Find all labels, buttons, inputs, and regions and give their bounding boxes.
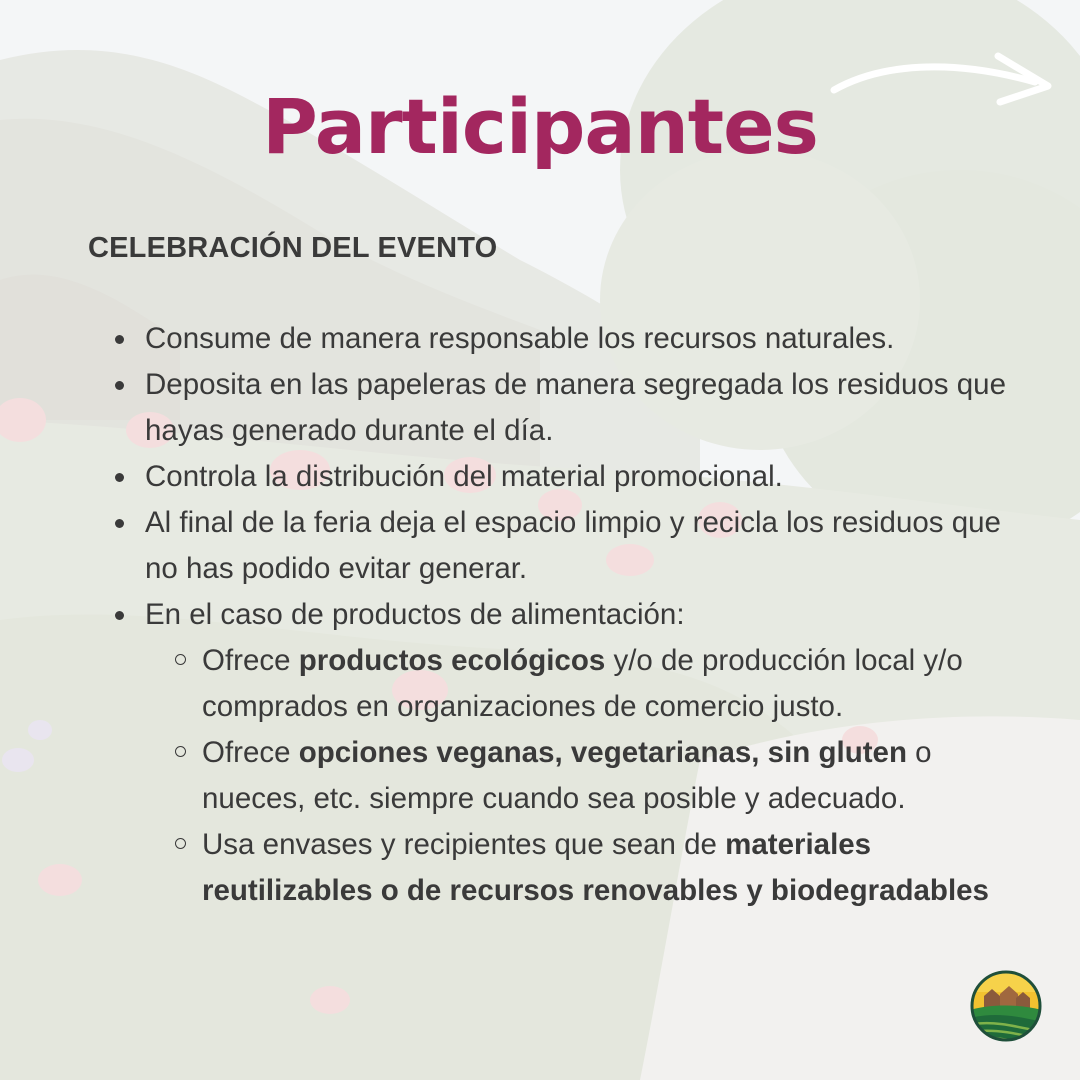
section-heading: CELEBRACIÓN DEL EVENTO: [88, 232, 498, 264]
sublist-item: [178, 638, 1012, 730]
list-item: [112, 362, 1012, 454]
sublist-item-text: Ofrece: [202, 644, 299, 677]
list-item: [112, 316, 1012, 362]
list-item-text: En el caso de productos de alimentación:: [145, 598, 685, 631]
sublist-item: [178, 730, 1012, 822]
food-sublist: [145, 638, 1012, 914]
sublist-item: [178, 822, 1012, 914]
sublist-item-text: y/o de producción local y/o comprados en organizaciones de comercio justo.: [202, 644, 963, 723]
sublist-item-bold: opciones veganas, vegetarianas, sin gluten: [298, 736, 907, 769]
list-item: [112, 500, 1012, 592]
list-item-text: Deposita en las papeleras de manera segregada los residuos que hayas generado durante el día.: [145, 368, 1006, 447]
landscape-logo-icon: [970, 970, 1042, 1042]
sublist-item-text: Ofrece: [202, 736, 299, 769]
sublist-item-text: o nueces, etc. siempre cuando sea posible y adecuado.: [202, 736, 932, 815]
page-title: Participantes: [262, 82, 818, 171]
list-item-text: Al final de la feria deja el espacio limpio y recicla los residuos que no has podido evitar generar.: [145, 506, 1001, 585]
sublist-item-text: Usa envases y recipientes que sean de: [202, 828, 726, 861]
list-item-text: Controla la distribución del material promocional.: [145, 460, 783, 493]
list-item-text: Consume de manera responsable los recursos naturales.: [145, 322, 895, 355]
sublist-item-bold: productos ecológicos: [298, 644, 606, 677]
sublist-item-bold: materiales reutilizables o de recursos renovables y biodegradables: [202, 828, 989, 907]
list-item: [112, 592, 1012, 914]
recommendations-list: [112, 316, 1012, 914]
list-item: [112, 454, 1012, 500]
